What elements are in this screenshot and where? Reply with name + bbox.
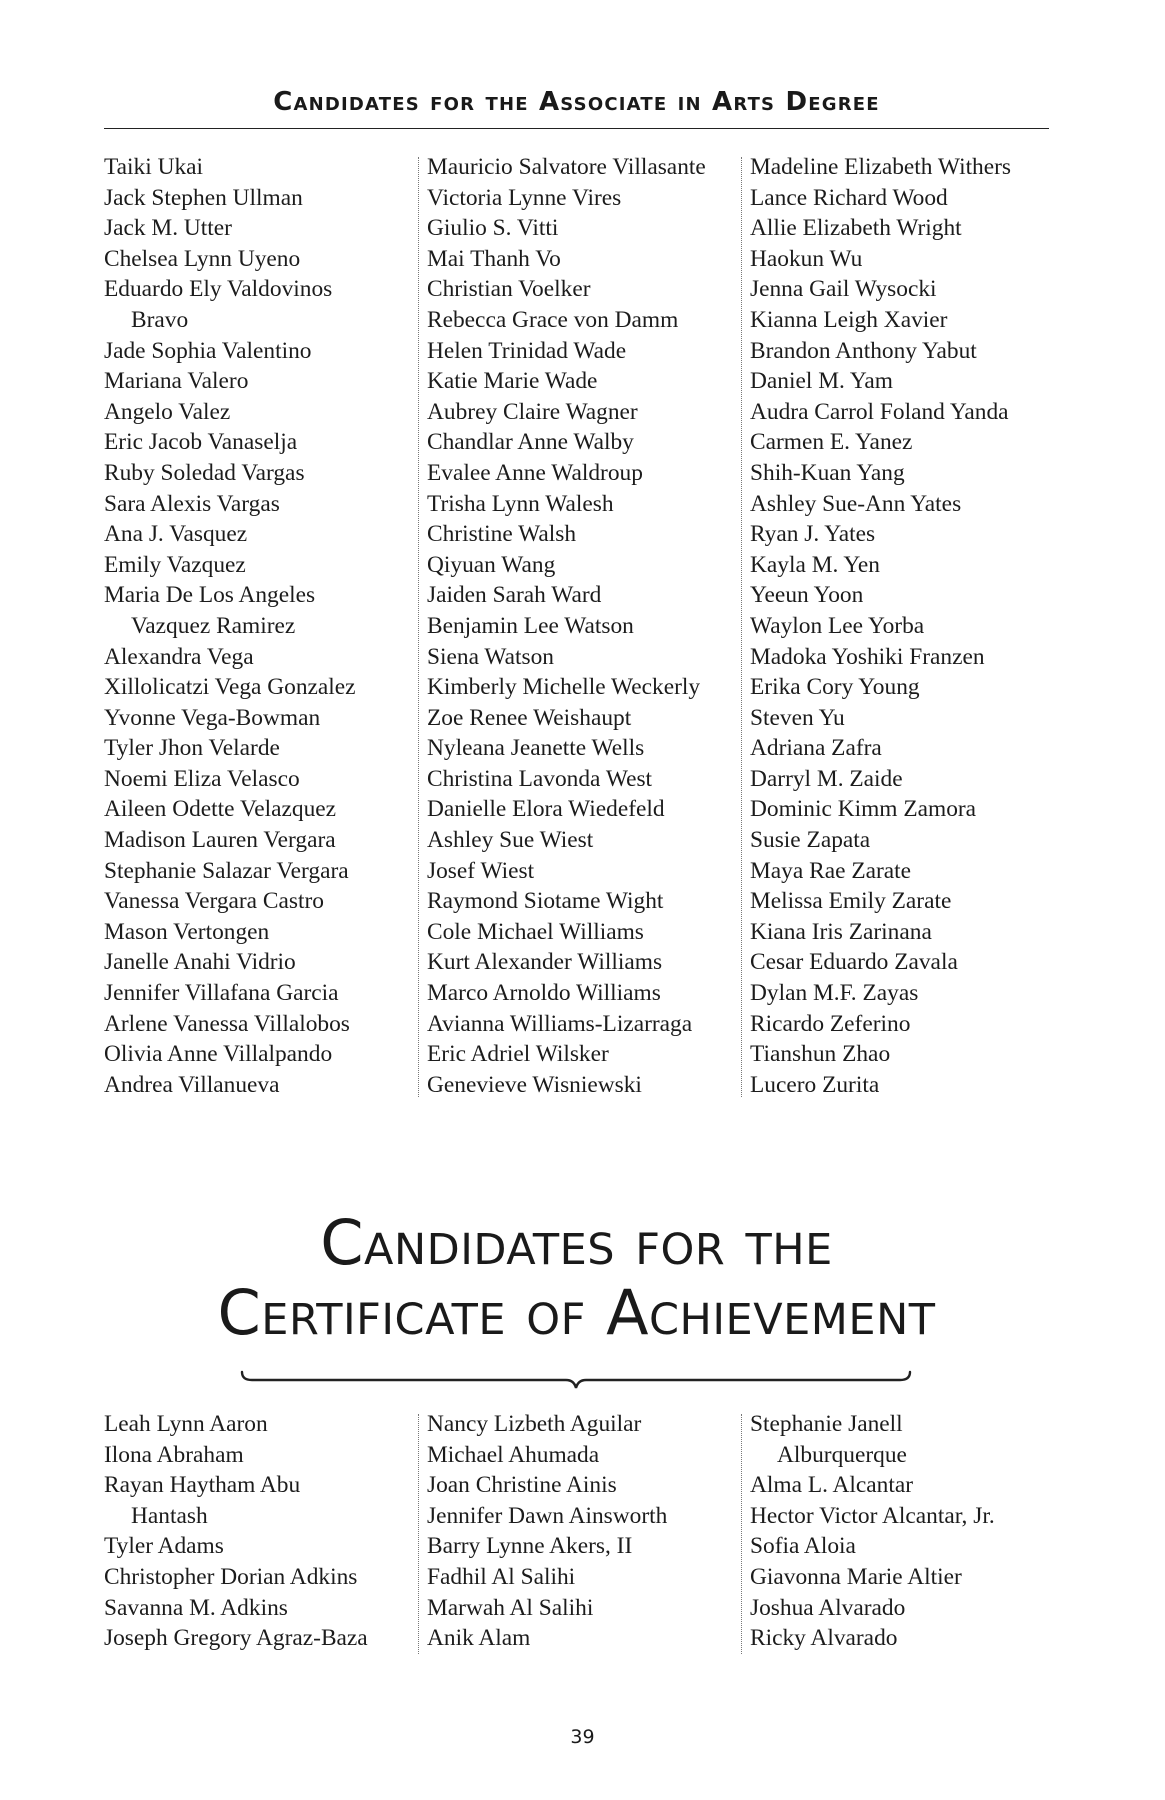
candidate-name: Marco Arnoldo Williams — [427, 980, 661, 1007]
candidate-name: Haokun Wu — [750, 245, 863, 272]
certificate-column-divider-1 — [418, 1414, 419, 1654]
candidate-name: Sara Alexis Vargas — [104, 490, 280, 517]
candidate-name: Jaiden Sarah Ward — [427, 582, 602, 609]
candidate-name: Joshua Alvarado — [750, 1594, 906, 1621]
candidate-name: Kayla M. Yen — [750, 551, 880, 578]
candidate-name: Emily Vazquez — [104, 551, 246, 578]
candidate-name: Qiyuan Wang — [427, 551, 556, 578]
candidate-name: Tyler Jhon Velarde — [104, 735, 280, 762]
candidate-name: Kimberly Michelle Weckerly — [427, 674, 701, 701]
certificate-column-3 — [750, 1409, 995, 1654]
candidate-name: Trisha Lynn Walesh — [427, 490, 614, 517]
candidate-name: Kurt Alexander Williams — [427, 949, 663, 976]
candidate-name: Mason Vertongen — [104, 918, 270, 945]
candidate-name: Eduardo Ely Valdovinos — [104, 276, 333, 303]
candidate-name: Joseph Gregory Agraz-Baza — [104, 1625, 368, 1652]
candidate-name: Melissa Emily Zarate — [750, 888, 952, 915]
candidate-name-continuation: Alburquerque — [777, 1441, 907, 1468]
certificate-title-line-1: Candidates for the — [320, 1206, 833, 1279]
candidate-name: Jenna Gail Wysocki — [750, 276, 937, 303]
candidate-name: Christopher Dorian Adkins — [104, 1563, 358, 1590]
candidate-name: Andrea Villanueva — [104, 1071, 280, 1098]
candidate-name: Christine Walsh — [427, 521, 577, 548]
candidate-name: Darryl M. Zaide — [750, 765, 903, 792]
candidate-name: Madison Lauren Vergara — [104, 827, 336, 854]
candidate-name: Savanna M. Adkins — [104, 1594, 288, 1621]
candidate-name: Chelsea Lynn Uyeno — [104, 245, 301, 272]
candidate-name: Dylan M.F. Zayas — [750, 980, 919, 1007]
candidate-name: Tianshun Zhao — [750, 1041, 891, 1068]
candidate-name: Ricardo Zeferino — [750, 1010, 911, 1037]
associate-column-3 — [750, 152, 1011, 1100]
candidate-name: Eric Adriel Wilsker — [427, 1041, 609, 1068]
candidate-name: Ilona Abraham — [104, 1441, 244, 1468]
candidate-name: Ana J. Vasquez — [104, 521, 248, 548]
candidate-name: Daniel M. Yam — [750, 368, 893, 395]
candidate-name: Michael Ahumada — [427, 1441, 600, 1468]
associate-section-title: Candidates for the Associate in Arts Degree — [273, 87, 880, 117]
candidate-name: Kiana Iris Zarinana — [750, 918, 932, 945]
candidate-name: Mauricio Salvatore Villasante — [427, 154, 706, 180]
candidate-name: Cesar Eduardo Zavala — [750, 949, 958, 976]
candidate-name: Mai Thanh Vo — [427, 245, 561, 272]
candidate-name: Josef Wiest — [427, 857, 535, 884]
candidate-name: Lucero Zurita — [750, 1071, 880, 1098]
candidate-name: Yvonne Vega-Bowman — [104, 704, 321, 731]
associate-column-divider-2 — [741, 157, 742, 1097]
candidate-name: Jennifer Dawn Ainsworth — [427, 1502, 668, 1529]
associate-column-divider-1 — [418, 157, 419, 1097]
candidate-name: Maria De Los Angeles — [104, 582, 316, 609]
candidate-name: Noemi Eliza Velasco — [104, 765, 300, 792]
associate-column-1 — [104, 152, 356, 1100]
candidate-name: Rayan Haytham Abu — [104, 1472, 301, 1499]
certificate-column-1 — [104, 1409, 368, 1654]
candidate-name: Adriana Zafra — [750, 735, 882, 762]
candidate-name: Ruby Soledad Vargas — [104, 459, 305, 486]
candidate-name: Jack Stephen Ullman — [104, 184, 303, 211]
candidate-name: Zoe Renee Weishaupt — [427, 704, 632, 731]
candidate-name: Maya Rae Zarate — [750, 857, 912, 884]
candidate-name: Allie Elizabeth Wright — [750, 215, 962, 242]
candidate-name: Janelle Anahi Vidrio — [104, 949, 296, 976]
candidate-name: Waylon Lee Yorba — [750, 612, 925, 639]
candidate-name: Arlene Vanessa Villalobos — [104, 1010, 350, 1037]
candidate-name: Shih-Kuan Yang — [750, 459, 905, 486]
certificate-column-divider-2 — [741, 1414, 742, 1654]
candidate-name: Stephanie Salazar Vergara — [104, 857, 349, 884]
candidate-name: Aubrey Claire Wagner — [427, 398, 638, 425]
candidate-name: Carmen E. Yanez — [750, 429, 913, 456]
certificate-section-title — [104, 1208, 1049, 1348]
candidate-name: Giulio S. Vitti — [427, 215, 559, 242]
decorative-bracket-divider — [240, 1370, 912, 1394]
candidate-name: Jade Sophia Valentino — [104, 337, 312, 364]
candidate-name: Ryan J. Yates — [750, 521, 876, 548]
candidate-name: Cole Michael Williams — [427, 918, 644, 945]
candidate-name: Joan Christine Ainis — [427, 1472, 617, 1499]
candidate-name: Siena Watson — [427, 643, 554, 670]
candidate-name: Eric Jacob Vanaselja — [104, 429, 298, 456]
candidate-name: Steven Yu — [750, 704, 845, 731]
candidate-name: Ricky Alvarado — [750, 1625, 898, 1652]
candidate-name: Ashley Sue Wiest — [427, 827, 594, 854]
candidate-name-continuation: Vazquez Ramirez — [131, 612, 296, 639]
candidate-name: Victoria Lynne Vires — [427, 184, 622, 211]
candidate-name: Danielle Elora Wiedefeld — [427, 796, 665, 823]
candidate-name: Avianna Williams-Lizarraga — [427, 1010, 693, 1037]
candidate-name: Fadhil Al Salihi — [427, 1563, 576, 1590]
candidate-name: Hector Victor Alcantar, Jr. — [750, 1502, 995, 1529]
candidate-name: Angelo Valez — [104, 398, 231, 425]
candidate-name: Lance Richard Wood — [750, 184, 948, 211]
candidate-name-continuation: Hantash — [131, 1502, 208, 1529]
candidate-name: Aileen Odette Velazquez — [104, 796, 337, 823]
candidate-name: Chandlar Anne Walby — [427, 429, 634, 456]
candidate-name: Nancy Lizbeth Aguilar — [427, 1411, 642, 1437]
candidate-name: Jennifer Villafana Garcia — [104, 980, 339, 1007]
candidate-name: Madoka Yoshiki Franzen — [750, 643, 985, 670]
candidate-name: Sofia Aloia — [750, 1533, 856, 1560]
certificate-title-line-2: Certificate of Achievement — [217, 1276, 936, 1349]
candidate-name: Benjamin Lee Watson — [427, 612, 634, 639]
candidate-name: Erika Cory Young — [750, 674, 920, 701]
associate-title-rule — [104, 128, 1049, 129]
page-number: 39 — [570, 1726, 595, 1748]
candidate-name-continuation: Bravo — [131, 306, 189, 333]
candidate-name: Christina Lavonda West — [427, 765, 653, 792]
candidate-name: Giavonna Marie Altier — [750, 1563, 962, 1590]
candidate-name: Jack M. Utter — [104, 215, 232, 242]
candidate-name: Marwah Al Salihi — [427, 1594, 594, 1621]
candidate-name: Tyler Adams — [104, 1533, 224, 1560]
candidate-name: Nyleana Jeanette Wells — [427, 735, 645, 762]
candidate-name: Dominic Kimm Zamora — [750, 796, 977, 823]
candidate-name: Vanessa Vergara Castro — [104, 888, 324, 915]
candidate-name: Madeline Elizabeth Withers — [750, 154, 1012, 180]
candidate-name: Susie Zapata — [750, 827, 871, 854]
candidate-name: Xillolicatzi Vega Gonzalez — [104, 674, 356, 701]
candidate-name: Genevieve Wisniewski — [427, 1071, 642, 1098]
candidate-name: Raymond Siotame Wight — [427, 888, 664, 915]
candidate-name: Mariana Valero — [104, 368, 249, 395]
candidate-name: Barry Lynne Akers, II — [427, 1533, 633, 1560]
candidate-name: Katie Marie Wade — [427, 368, 598, 395]
candidate-name: Rebecca Grace von Damm — [427, 306, 679, 333]
candidate-name: Yeeun Yoon — [750, 582, 864, 609]
candidate-name: Alexandra Vega — [104, 643, 254, 670]
candidate-name: Taiki Ukai — [104, 154, 204, 180]
candidate-name: Christian Voelker — [427, 276, 591, 303]
candidate-name: Evalee Anne Waldroup — [427, 459, 643, 486]
candidate-name: Brandon Anthony Yabut — [750, 337, 977, 364]
candidate-name: Helen Trinidad Wade — [427, 337, 627, 364]
candidate-name: Audra Carrol Foland Yanda — [750, 398, 1009, 425]
certificate-column-2 — [427, 1409, 667, 1654]
associate-column-2 — [427, 152, 706, 1100]
candidate-name: Kianna Leigh Xavier — [750, 306, 948, 333]
candidate-name: Alma L. Alcantar — [750, 1472, 914, 1499]
candidate-name: Ashley Sue-Ann Yates — [750, 490, 962, 517]
candidate-name: Anik Alam — [427, 1625, 531, 1652]
candidate-name: Leah Lynn Aaron — [104, 1411, 268, 1437]
candidate-name: Olivia Anne Villalpando — [104, 1041, 333, 1068]
candidate-name: Stephanie Janell — [750, 1411, 903, 1437]
